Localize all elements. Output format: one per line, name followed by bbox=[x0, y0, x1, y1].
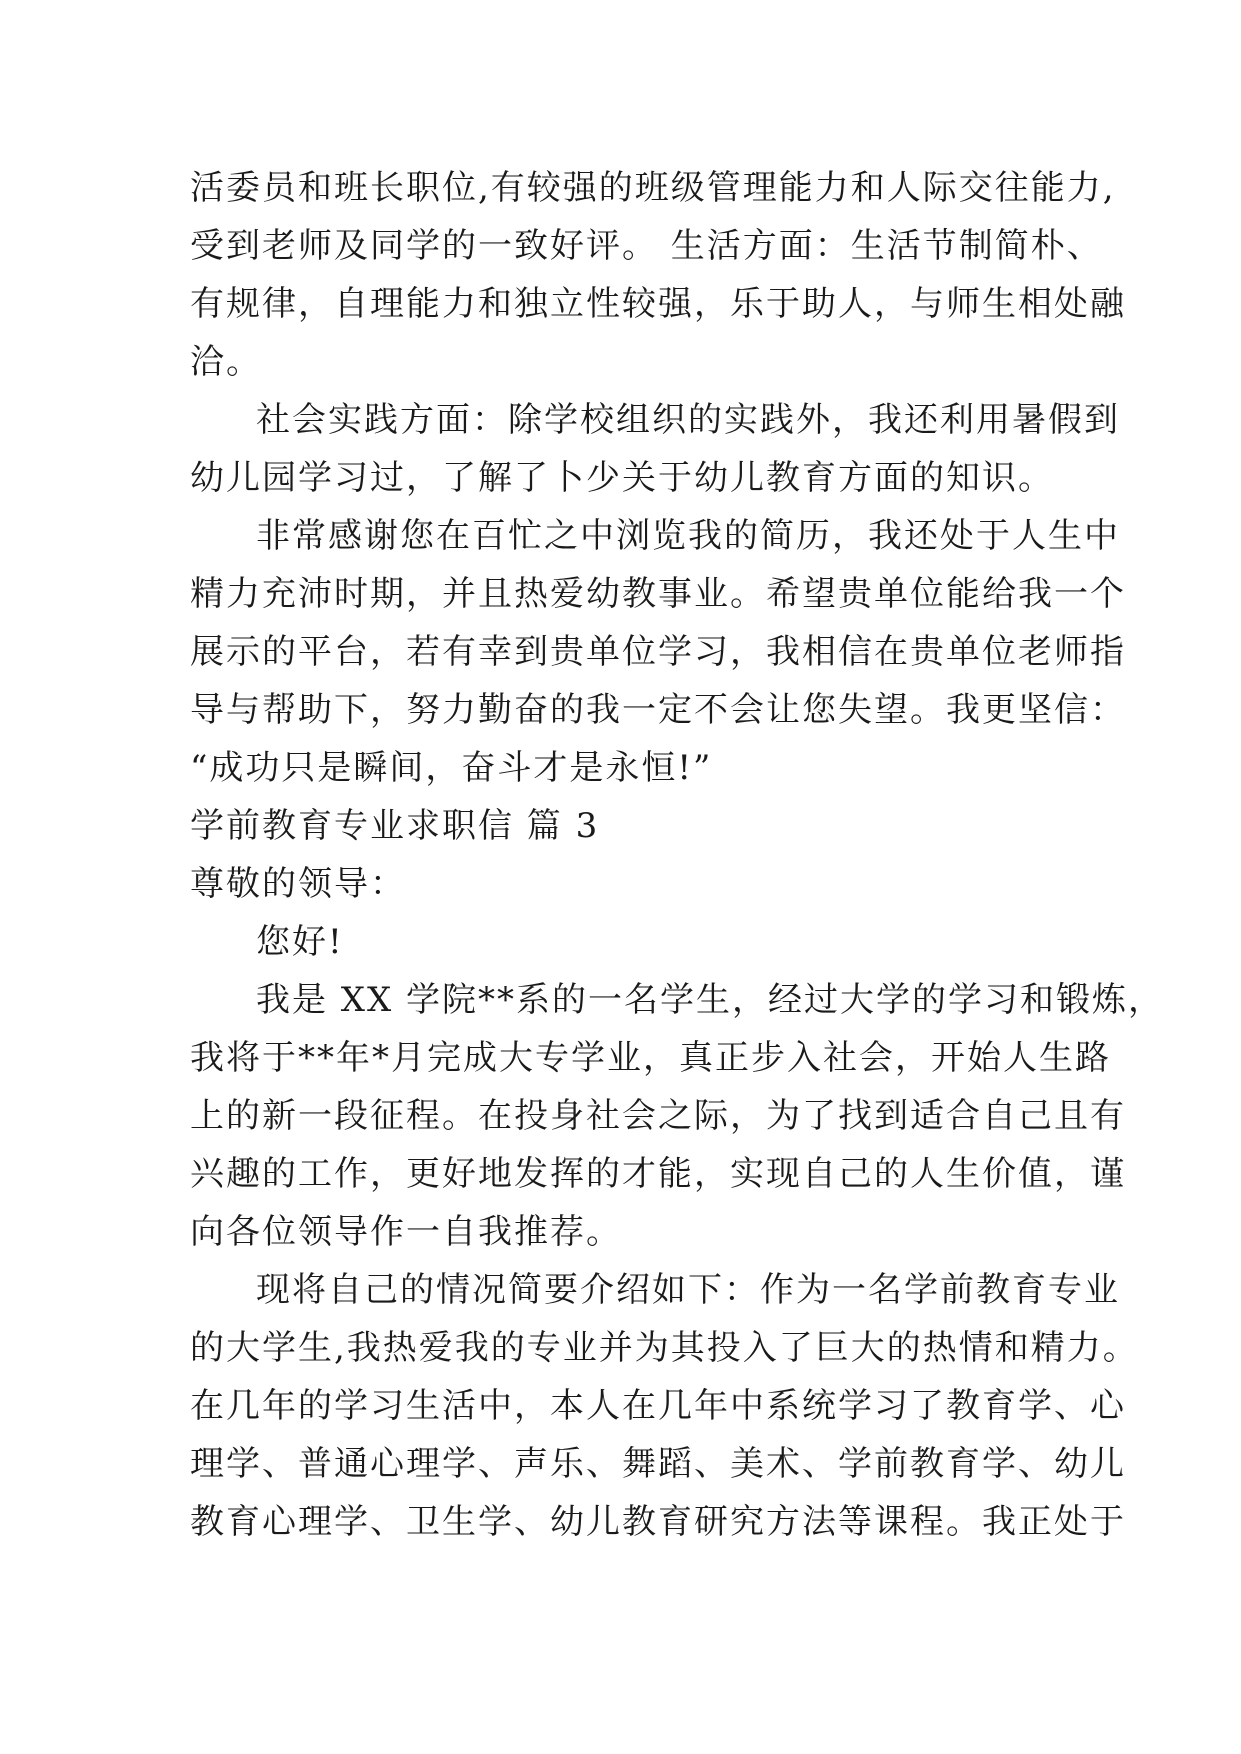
text-line: 在几年的学习生活中，本人在几年中系统学习了教育学、心 bbox=[190, 1386, 1126, 1426]
text-line: 活委员和班长职位,有较强的班级管理能力和人际交往能力, bbox=[190, 168, 1116, 208]
text-line: 有规律，自理能力和独立性较强，乐于助人，与师生相处融 bbox=[190, 284, 1126, 324]
paragraph-self-description: 现将自己的情况简要介绍如下：作为一名学前教育专业 bbox=[256, 1270, 1120, 1310]
paragraph-social-practice: 社会实践方面：除学校组织的实践外，我还利用暑假到 bbox=[256, 400, 1120, 440]
text-line: 展示的平台，若有幸到贵单位学习，我相信在贵单位老师指 bbox=[190, 632, 1126, 672]
greeting: 您好! bbox=[256, 922, 344, 962]
text-line: 精力充沛时期，并且热爱幼教事业。希望贵单位能给我一个 bbox=[190, 574, 1126, 614]
text-line: 向各位领导作一自我推荐。 bbox=[190, 1212, 622, 1252]
text-line: 洽。 bbox=[190, 342, 262, 382]
text-line: 幼儿园学习过，了解了卜少关于幼儿教育方面的知识。 bbox=[190, 458, 1054, 498]
text-line: 教育心理学、卫生学、幼儿教育研究方法等课程。我正处于 bbox=[190, 1502, 1126, 1542]
salutation: 尊敬的领导： bbox=[190, 864, 406, 904]
text-line: 导与帮助下，努力勤奋的我一定不会让您失望。我更坚信： bbox=[190, 690, 1126, 730]
quote-line: “成功只是瞬间，奋斗才是永恒!” bbox=[190, 748, 713, 788]
paragraph-thanks: 非常感谢您在百忙之中浏览我的简历，我还处于人生中 bbox=[256, 516, 1120, 556]
text-line: 上的新一段征程。在投身社会之际，为了找到适合自己且有 bbox=[190, 1096, 1126, 1136]
paragraph-introduction: 我是 XX 学院**系的一名学生，经过大学的学习和锻炼， bbox=[256, 980, 1165, 1020]
text-line: 兴趣的工作，更好地发挥的才能，实现自己的人生价值，谨 bbox=[190, 1154, 1126, 1194]
text-line: 理学、普通心理学、声乐、舞蹈、美术、学前教育学、幼儿 bbox=[190, 1444, 1126, 1484]
text-line: 受到老师及同学的一致好评。 生活方面：生活节制简朴、 bbox=[190, 226, 1103, 266]
text-line: 的大学生,我热爱我的专业并为其投入了巨大的热情和精力。 bbox=[190, 1328, 1139, 1368]
text-line: 我将于**年*月完成大专学业，真正步入社会，开始人生路 bbox=[190, 1038, 1111, 1078]
section-heading: 学前教育专业求职信 篇 3 bbox=[190, 806, 600, 846]
